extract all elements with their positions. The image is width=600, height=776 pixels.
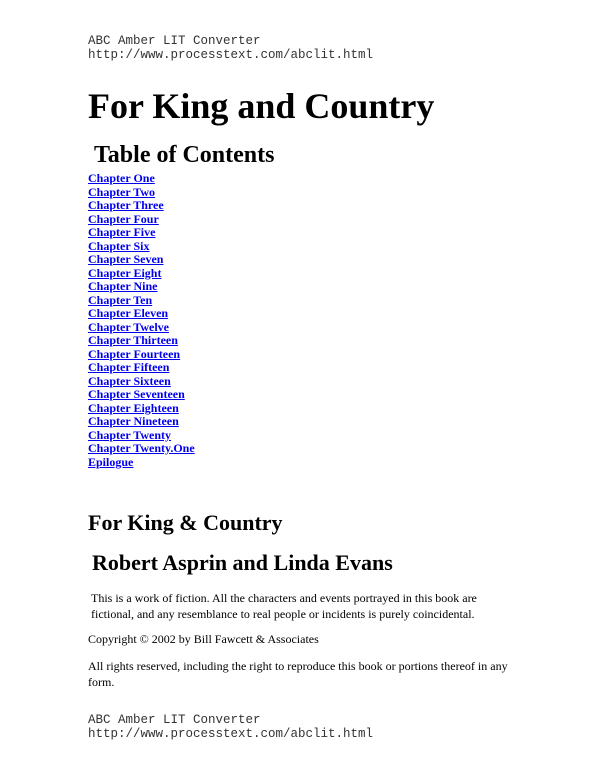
- toc-item: [88, 334, 528, 348]
- toc-link[interactable]: Chapter Fifteen: [88, 360, 170, 374]
- toc-item: [88, 253, 528, 267]
- toc-title: Table of Contents: [94, 142, 275, 168]
- toc-item: [88, 307, 528, 321]
- toc-item: [88, 415, 528, 429]
- toc-link[interactable]: Chapter Eighteen: [88, 400, 179, 415]
- toc-item: [88, 186, 528, 200]
- toc-link[interactable]: Chapter Eleven: [88, 306, 169, 320]
- toc-link[interactable]: Chapter Twenty: [88, 427, 172, 442]
- toc-link[interactable]: Chapter Fourteen: [88, 346, 181, 361]
- toc-link[interactable]: Chapter Seventeen: [88, 387, 185, 401]
- toc-item: [88, 172, 528, 186]
- toc-item: [88, 348, 528, 362]
- toc-item: [88, 226, 528, 240]
- table-of-contents: [88, 172, 528, 469]
- toc-link[interactable]: Chapter Twenty.One: [88, 441, 195, 455]
- sub-title: For King & Country: [88, 510, 283, 535]
- toc-link[interactable]: Chapter Ten: [88, 292, 153, 307]
- toc-link[interactable]: Chapter Seven: [88, 252, 164, 266]
- toc-link[interactable]: Chapter Four: [88, 211, 159, 226]
- toc-item: [88, 429, 528, 443]
- toc-item: [88, 267, 528, 281]
- toc-link[interactable]: Chapter Thirteen: [88, 333, 178, 347]
- toc-item: [88, 321, 528, 335]
- toc-link[interactable]: Chapter Nineteen: [88, 414, 179, 428]
- toc-item: [88, 280, 528, 294]
- toc-item: [88, 361, 528, 375]
- converter-name: ABC Amber LIT Converter: [88, 713, 261, 727]
- converter-url: http://www.processtext.com/abclit.html: [88, 48, 374, 62]
- toc-link[interactable]: Epilogue: [88, 454, 134, 469]
- toc-item: [88, 213, 528, 227]
- rights-notice: All rights reserved, including the right to reproduce this book or portions thereof in any form.: [88, 659, 508, 689]
- converter-name: ABC Amber LIT Converter: [88, 34, 261, 48]
- toc-link[interactable]: Chapter Sixteen: [88, 373, 171, 388]
- toc-link[interactable]: Chapter One: [88, 171, 155, 185]
- book-title: For King and Country: [88, 86, 435, 126]
- toc-link[interactable]: Chapter Eight: [88, 265, 162, 280]
- copyright-notice: Copyright © 2002 by Bill Fawcett & Associates: [88, 632, 319, 646]
- toc-link[interactable]: Chapter Two: [88, 184, 156, 199]
- toc-item: [88, 199, 528, 213]
- toc-item: [88, 240, 528, 254]
- toc-item: [88, 375, 528, 389]
- toc-link[interactable]: Chapter Five: [88, 225, 156, 239]
- toc-item: [88, 388, 528, 402]
- authors: Robert Asprin and Linda Evans: [92, 550, 393, 575]
- document-body: [88, 84, 528, 689]
- toc-item: [88, 456, 528, 470]
- toc-link[interactable]: Chapter Six: [88, 238, 150, 253]
- toc-item: [88, 402, 528, 416]
- converter-footer: [88, 713, 373, 741]
- toc-link[interactable]: Chapter Three: [88, 198, 164, 212]
- toc-item: [88, 294, 528, 308]
- converter-header: [88, 34, 373, 62]
- toc-item: [88, 442, 528, 456]
- toc-link[interactable]: Chapter Nine: [88, 279, 158, 293]
- fiction-notice: This is a work of fiction. All the characters and events portrayed in this book are fictional, and any resemblance to real people or incidents is purely coincidental.: [91, 591, 477, 621]
- toc-link[interactable]: Chapter Twelve: [88, 319, 169, 334]
- converter-url: http://www.processtext.com/abclit.html: [88, 727, 374, 741]
